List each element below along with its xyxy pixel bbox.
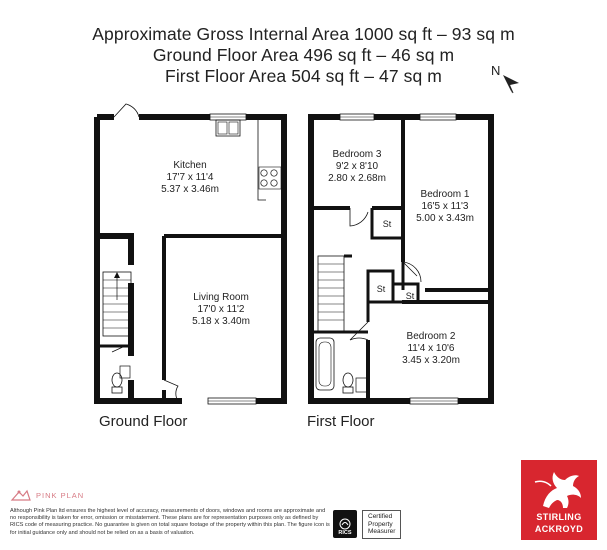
compass-north-label: N (491, 63, 501, 78)
pink-plan-brand: PINK PLAN (36, 490, 85, 500)
rics-line-2: Property (368, 520, 393, 528)
bedroom-2-imperial: 11'4 x 10'6 (407, 343, 455, 354)
living-room-metric: 5.18 x 3.40m (192, 316, 250, 327)
agent-name-line-2: ACKROYD (534, 524, 584, 534)
griffin-icon (521, 462, 597, 514)
first-floor-area-heading: First Floor Area 504 sq ft – 47 sq m (165, 66, 442, 86)
rics-badge-label: RICS (338, 530, 352, 537)
bedroom-1-imperial: 16'5 x 11'3 (421, 201, 469, 212)
bedroom-3-name: Bedroom 3 (332, 149, 382, 160)
rics-logo-icon (333, 510, 357, 538)
first-floor-caption: First Floor (307, 413, 375, 430)
disclaimer-text: Although Pink Plan ltd ensures the highest level of accuracy, measurements of doors, windows and rooms are approximate and no responsibility is taken for error, omission or misstatement. These plans are for representation purposes only as defined by RICS code of measuring practice. No guarantee is given on total square footage of the property within this plan. The figure icon is for initial guidance only and should not be relied on as a basis of valuation. (10, 508, 330, 536)
cupboard-label-bed1: St (382, 219, 392, 229)
ground-floor-area-heading: Ground Floor Area 496 sq ft – 46 sq m (152, 45, 455, 65)
rics-line-3: Measurer (368, 528, 396, 535)
compass-arrow-icon (503, 75, 519, 93)
rics-certified-box (362, 510, 401, 539)
cupboard-label-landing: St (376, 284, 386, 294)
living-room-name: Living Room (193, 292, 249, 303)
rics-certification (333, 510, 401, 539)
pink-plan-icon (10, 488, 32, 502)
stirling-ackroyd-logo (521, 460, 597, 540)
ground-floor-plan (97, 104, 284, 404)
kitchen-metric: 5.37 x 3.46m (161, 184, 219, 195)
cupboard-label-landing-2: St (405, 291, 415, 301)
kitchen-imperial: 17'7 x 11'4 (166, 172, 214, 183)
agent-name-line-1: STIRLING (536, 512, 582, 522)
gross-area-heading: Approximate Gross Internal Area 1000 sq ft – 93 sq m (92, 24, 515, 44)
rics-line-1: Certified (368, 513, 393, 520)
bedroom-1-name: Bedroom 1 (420, 189, 470, 200)
bedroom-1-metric: 5.00 x 3.43m (416, 213, 474, 224)
compass (491, 63, 519, 93)
bedroom-3-imperial: 9'2 x 8'10 (335, 161, 379, 172)
bedroom-2-name: Bedroom 2 (406, 331, 456, 342)
bedroom-3-metric: 2.80 x 2.68m (328, 173, 386, 184)
ground-floor-caption: Ground Floor (99, 413, 188, 430)
kitchen-name: Kitchen (173, 160, 207, 171)
living-room-imperial: 17'0 x 11'2 (197, 304, 245, 315)
bedroom-2-metric: 3.45 x 3.20m (402, 355, 460, 366)
pink-plan-logo (10, 488, 84, 502)
